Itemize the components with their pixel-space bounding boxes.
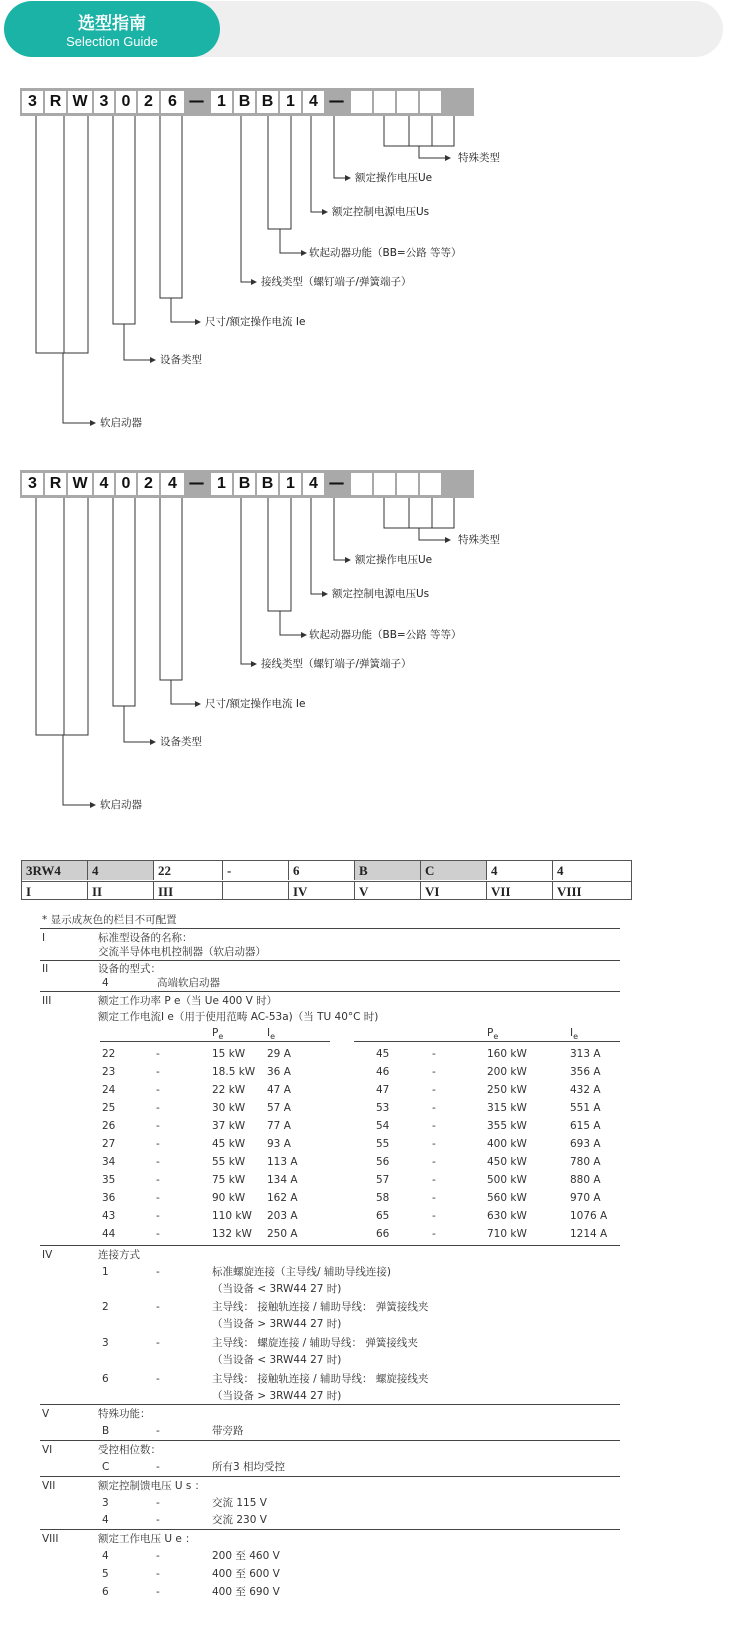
separator: - [156,1174,160,1186]
legend-text: 6 [102,1586,109,1598]
diagram-label: 额定控制电源电压Us [332,206,430,218]
connection-code: 2 [102,1301,109,1313]
rating-code: 56 [376,1156,390,1168]
bracket-line [113,498,135,706]
rated-power: 37 kW [212,1120,246,1132]
bracket-line [280,611,301,635]
ie-label: I [267,1027,271,1039]
separator: - [432,1192,436,1204]
code-char: W [68,473,92,495]
separator: - [432,1138,436,1150]
bracket-line [419,528,445,540]
legend-text: 所有3 相均受控 [212,1461,286,1473]
rated-power: 710 kW [487,1228,527,1240]
legend-text: 200 至 460 V [212,1550,280,1562]
code-table-cell: 22 [154,861,223,880]
rated-power: 55 kW [212,1156,246,1168]
rating-code: 55 [376,1138,390,1150]
rated-power: 110 kW [212,1210,252,1222]
code-char: 0 [116,91,136,113]
rated-power: 355 kW [487,1120,527,1132]
connection-desc: 主导线： 接触轨连接 / 辅助导线： 弹簧接线夹 [212,1301,429,1313]
code-table-cell: 6 [289,861,355,880]
rated-power: 132 kW [212,1228,252,1240]
arrow-head [445,537,451,543]
code-char: R [45,91,66,113]
separator: - [156,1138,160,1150]
rated-power: 450 kW [487,1156,527,1168]
rated-current: 780 A [570,1156,601,1168]
separator: - [432,1174,436,1186]
legend-text: 3 [102,1497,109,1509]
arrow-head [445,155,451,161]
diagram-label: 接线类型（螺钉端子/弹簧端子） [261,658,412,670]
legend-text: 特殊功能： [98,1408,151,1420]
divider [354,1041,620,1042]
diagram-label: 软启动器 [100,417,142,429]
arrow-head [251,661,257,667]
legend-text: 4 [102,1550,109,1562]
bracket-line [160,116,182,298]
rated-power: 160 kW [487,1048,527,1060]
separator: - [432,1120,436,1132]
legend-text: 400 至 600 V [212,1568,280,1580]
rated-current: 693 A [570,1138,601,1150]
pe-sub: e [218,1032,224,1042]
code-char: 1 [280,473,301,495]
code-table-cell: 3RW4 [22,861,88,880]
legend-text: - [156,1586,160,1598]
bracket-line [113,116,135,324]
diagram-label: 额定操作电压Ue [355,554,433,566]
bracket-line [419,146,445,158]
rated-current: 162 A [267,1192,298,1204]
roman-III: III [42,995,52,1007]
code-char: 4 [303,91,324,113]
bracket-line [384,116,454,146]
roman-VIII: VIII [42,1533,59,1545]
rated-power: 400 kW [487,1138,527,1150]
code-char: 2 [138,91,159,113]
rated-current: 615 A [570,1120,601,1132]
bracket-line [63,735,90,805]
divider [40,1529,620,1530]
bracket-line [280,229,301,253]
divider [40,1440,620,1441]
rating-code: 23 [102,1066,116,1078]
roman-VII: VII [42,1480,56,1492]
connection-code: 1 [102,1266,109,1278]
diagram-label: 设备类型 [160,736,202,748]
rated-current: 313 A [570,1048,601,1060]
diagram-label: 尺寸/额定操作电流 Ie [205,698,306,710]
legend-text: 交流 230 V [212,1514,267,1526]
divider [40,1245,620,1246]
diagram-label: 软起动器功能（BB=公路 等等） [309,247,462,259]
legend-text: - [156,1497,160,1509]
separator: - [156,1301,160,1313]
code-char: 1 [211,473,232,495]
code-char: B [234,91,255,113]
bracket-line [124,706,150,742]
legend-text: 交流半导体电机控制器（软启动器） [98,946,266,958]
diagram-label: 设备类型 [160,354,202,366]
config-note: * 显示成灰色的栏目不可配置 [42,914,177,926]
legend-text: 5 [102,1568,109,1580]
rating-code: 44 [102,1228,116,1240]
rated-current: 551 A [570,1102,601,1114]
code-table-position: VII [487,881,553,900]
separator: - [156,1210,160,1222]
legend-text: 额定控制馈电压 U s ： [98,1480,206,1492]
separator: - [432,1066,436,1078]
diagram-label: 特殊类型 [458,152,500,164]
rated-current: 1076 A [570,1210,608,1222]
separator: - [432,1102,436,1114]
separator: - [432,1228,436,1240]
legend-text: - [156,1550,160,1562]
code-table-position [223,881,289,900]
rated-current: 113 A [267,1156,298,1168]
arrow-head [90,802,96,808]
section-title-pill [4,1,220,57]
diagram-label: 软启动器 [100,799,142,811]
divider [100,1041,330,1042]
separator: - [432,1210,436,1222]
code-char: 1 [211,91,232,113]
code-table-position: VI [421,881,487,900]
bracket-line [171,680,195,704]
arrow-head [322,209,328,215]
rated-current: 29 A [267,1048,291,1060]
legend-text: B [102,1425,110,1437]
bracket-line [268,498,291,611]
legend-text: 带旁路 [212,1425,244,1437]
code-char: 4 [303,473,324,495]
code-char: 6 [161,91,184,113]
separator: - [432,1048,436,1060]
separator: - [156,1120,160,1132]
code-table-cell: 4 [88,861,154,880]
code-char: — [188,473,205,492]
roman-II: II [42,963,49,975]
code-char: 2 [138,473,159,495]
divider [40,928,620,929]
code-table-cell: C [421,861,487,880]
roman-V: V [42,1408,50,1420]
arrow-head [301,250,307,256]
code-char: B [257,473,278,495]
legend-text: 额定工作电压 U e ： [98,1533,196,1545]
bracket-line [311,116,322,212]
diagram-label: 额定控制电源电压Us [332,588,430,600]
arrow-head [90,420,96,426]
separator: - [156,1102,160,1114]
separator: - [156,1337,160,1349]
code-char: R [45,473,66,495]
arrow-head [345,175,351,181]
rated-current: 134 A [267,1174,298,1186]
separator: - [156,1192,160,1204]
rated-power: 75 kW [212,1174,246,1186]
diagram-label: 尺寸/额定操作电流 Ie [205,316,306,328]
rated-current: 880 A [570,1174,601,1186]
code-char: 4 [161,473,184,495]
legend-text: 4 [102,977,109,989]
separator: - [156,1066,160,1078]
rated-current: 47 A [267,1084,291,1096]
legend-text: 设备的型式： [98,963,161,975]
roman-VI: VI [42,1444,53,1456]
legend-text: - [156,1514,160,1526]
legend-text: 交流 115 V [212,1497,267,1509]
code-table-position: V [355,881,421,900]
rated-current: 970 A [570,1192,601,1204]
arrow-head [322,591,328,597]
separator: - [432,1156,436,1168]
rating-code: 36 [102,1192,116,1204]
legend-text: - [156,1568,160,1580]
connection-code: 6 [102,1373,109,1385]
title-en: Selection Guide [66,34,158,49]
arrow-head [150,357,156,363]
code-char: B [257,91,278,113]
rated-current: 432 A [570,1084,601,1096]
bracket-line [311,498,322,594]
code-char: 3 [22,473,43,495]
divider [40,991,620,992]
bracket-line [171,298,195,322]
rating-code: 26 [102,1120,116,1132]
legend-text: C [102,1461,110,1473]
code-table-position: I [22,881,88,900]
legend-text: 高端软启动器 [157,977,220,989]
separator: - [156,1048,160,1060]
connection-note: （当设备 < 3RW44 27 时) [212,1283,342,1295]
separator: - [156,1373,160,1385]
legend-text: 标准型设备的名称： [98,932,193,944]
rated-power: 560 kW [487,1192,527,1204]
rating-code: 54 [376,1120,390,1132]
divider [40,960,620,961]
code-table-cell: B [355,861,421,880]
arrow-head [251,279,257,285]
connection-desc: 主导线： 螺旋连接 / 辅助导线： 弹簧接线夹 [212,1337,418,1349]
rating-code: 58 [376,1192,390,1204]
separator: - [156,1084,160,1096]
code-table-cell: - [223,861,289,880]
code-char: — [328,473,345,492]
rating-code: 65 [376,1210,390,1222]
bracket-line [334,116,345,178]
diagram-label: 软起动器功能（BB=公路 等等） [309,629,462,641]
separator: - [156,1156,160,1168]
legend-text: 额定工作功率 P e（当 Ue 400 V 时） [98,995,278,1007]
rating-code: 43 [102,1210,116,1222]
rated-power: 45 kW [212,1138,246,1150]
rating-code: 25 [102,1102,116,1114]
rated-power: 90 kW [212,1192,246,1204]
rating-code: 22 [102,1048,116,1060]
code-char: 0 [116,473,136,495]
rating-code: 45 [376,1048,390,1060]
separator: - [432,1084,436,1096]
code-char: B [234,473,255,495]
code-table-position: VIII [553,881,632,900]
rated-power: 315 kW [487,1102,527,1114]
rated-current: 356 A [570,1066,601,1078]
code-table-position: IV [289,881,355,900]
connection-note: （当设备 > 3RW44 27 时) [212,1318,342,1330]
bracket-line [63,353,90,423]
diagram-label: 接线类型（螺钉端子/弹簧端子） [261,276,412,288]
rated-power: 15 kW [212,1048,246,1060]
rated-current: 203 A [267,1210,298,1222]
legend-text: 连接方式 [98,1249,140,1261]
roman-IV: IV [42,1249,53,1261]
legend-text: - [156,1425,160,1437]
code-table-cell: 4 [557,863,564,878]
rated-power: 30 kW [212,1102,246,1114]
connection-desc: 标准螺旋连接（主导线/ 辅助导线连接) [212,1266,391,1278]
rated-current: 57 A [267,1102,291,1114]
legend-text: 400 至 690 V [212,1586,280,1598]
legend-text: 4 [102,1514,109,1526]
pe-label: P [487,1027,494,1039]
code-char: 3 [22,91,43,113]
order-code-table [21,860,632,900]
diagram-label: 额定操作电压Ue [355,172,433,184]
arrow-head [301,632,307,638]
bracket-line [241,498,251,664]
diagram-label: 特殊类型 [458,534,500,546]
bracket-line [241,116,251,282]
rating-code: 24 [102,1084,116,1096]
bracket-line [160,498,182,680]
rated-power: 630 kW [487,1210,527,1222]
rated-current: 93 A [267,1138,291,1150]
code-char: 4 [94,473,114,495]
rating-code: 34 [102,1156,116,1168]
code-table-cell: 4 [487,861,553,880]
rated-current: 77 A [267,1120,291,1132]
rated-power: 18.5 kW [212,1066,256,1078]
code-char: 3 [94,91,114,113]
connection-note: （当设备 < 3RW44 27 时) [212,1354,342,1366]
ie-sub: e [573,1032,579,1042]
rated-current: 250 A [267,1228,298,1240]
rating-code: 57 [376,1174,390,1186]
rating-code: 66 [376,1228,390,1240]
arrow-head [195,701,201,707]
separator: - [156,1228,160,1240]
bracket-line [124,324,150,360]
bracket-line [334,498,345,560]
legend-text: 受控相位数： [98,1444,161,1456]
bracket-line [384,498,454,528]
code-char: 1 [280,91,301,113]
code-char: — [188,91,205,110]
rated-current: 1214 A [570,1228,608,1240]
code-char: — [328,91,345,110]
rated-current: 36 A [267,1066,291,1078]
bracket-line [36,498,88,735]
pe-sub: e [493,1032,499,1042]
divider [40,1404,620,1405]
arrow-head [195,319,201,325]
rated-power: 200 kW [487,1066,527,1078]
separator: - [156,1266,160,1278]
rated-power: 22 kW [212,1084,246,1096]
pe-label: P [212,1027,219,1039]
rating-code: 53 [376,1102,390,1114]
ie-sub: e [270,1032,276,1042]
divider [40,1476,620,1477]
code-char: W [68,91,92,113]
arrow-head [345,557,351,563]
connection-note: （当设备 > 3RW44 27 时) [212,1390,342,1402]
rating-code: 27 [102,1138,116,1150]
rated-power: 500 kW [487,1174,527,1186]
bracket-line [268,116,291,229]
rating-code: 35 [102,1174,116,1186]
connection-desc: 主导线： 接触轨连接 / 辅助导线： 螺旋接线夹 [212,1373,429,1385]
arrow-head [150,739,156,745]
legend-text: - [156,1461,160,1473]
bracket-line [36,116,88,353]
title-cn: 选型指南 [78,14,146,34]
ie-label: I [570,1027,574,1039]
legend-text: 额定工作电流I e（用于使用范畴 AC-53a)（当 TU 40°C 时) [98,1011,379,1023]
code-table-position: II [88,881,154,900]
rated-power: 250 kW [487,1084,527,1096]
code-table-position: III [154,881,223,900]
rating-code: 47 [376,1084,390,1096]
connection-code: 3 [102,1337,109,1349]
roman-I: I [42,932,46,944]
rating-code: 46 [376,1066,390,1078]
